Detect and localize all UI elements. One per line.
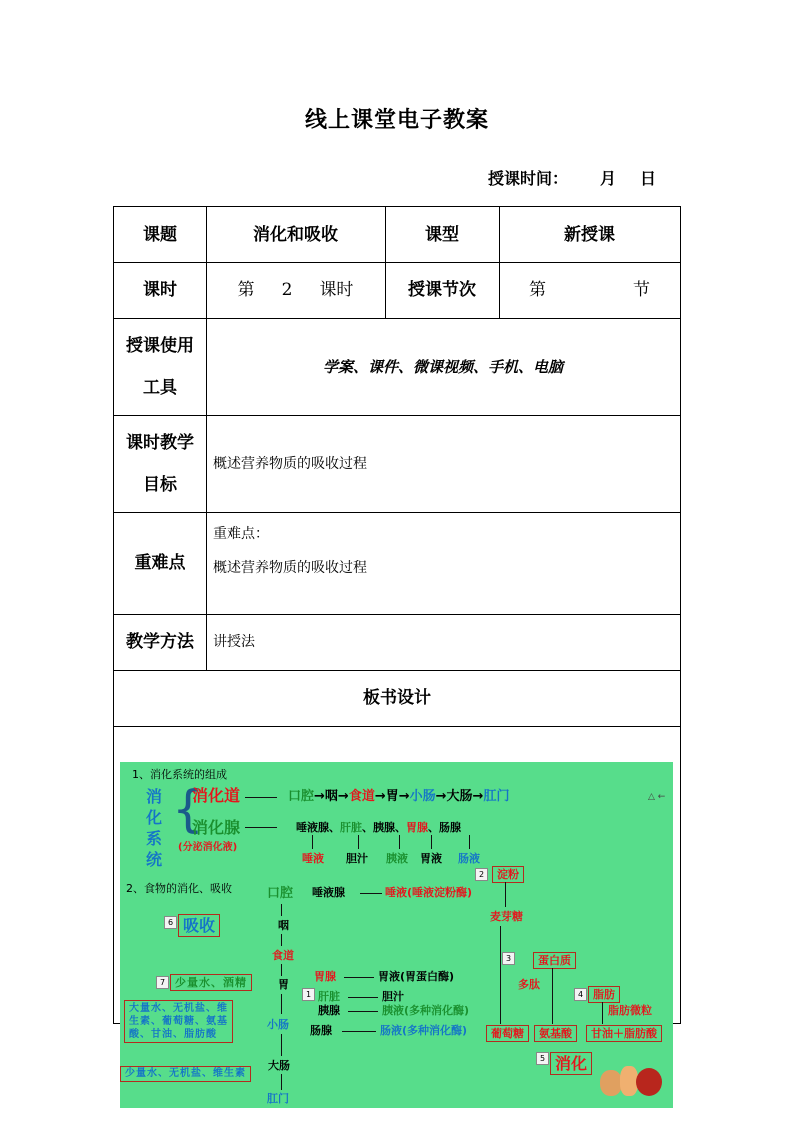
absorb-label: 吸收 <box>178 914 220 937</box>
diagram-heading-2: 2、食物的消化、吸收 <box>126 882 232 895</box>
tract-chain: 口腔→咽→食道→胃→小肠→大肠→肛门 <box>288 789 510 804</box>
session-label: 授课节次 <box>408 280 476 300</box>
goal-label: 课时教学 目标 <box>126 432 194 495</box>
board-label: 板书设计 <box>363 688 431 708</box>
juice-intestinal: 肠液 <box>458 852 480 865</box>
key-value: 重难点： 概述营养物质的吸收过程 <box>213 526 367 576</box>
large-intestine-absorb: 少量水、无机盐、维生素 <box>120 1066 251 1082</box>
session-prefix: 第 <box>529 280 546 300</box>
food-image <box>590 1062 670 1102</box>
peptide: 多肽 <box>518 978 540 991</box>
gland-chain: 唾液腺、肝脏、胰腺、胃腺、肠腺 <box>296 821 461 834</box>
salivary-gland: 唾液腺 <box>312 886 345 899</box>
method-value: 讲授法 <box>213 634 255 650</box>
period-suffix: 课时 <box>319 280 354 300</box>
juice-pancreatic: 胰液 <box>386 852 408 865</box>
key-label: 重难点 <box>134 553 186 573</box>
path-small-intestine: 小肠 <box>267 1018 289 1031</box>
path-anus: 肛门 <box>267 1092 289 1105</box>
tools-label: 授课使用 工具 <box>126 335 194 398</box>
saliva-juice: 唾液(唾液淀粉酶) <box>385 886 473 899</box>
path-large-intestine: 大肠 <box>268 1059 290 1072</box>
fat-box: 脂肪 <box>588 986 620 1003</box>
protein-box: 蛋白质 <box>533 952 576 969</box>
goal-value: 概述营养物质的吸收过程 <box>213 455 367 472</box>
session-value <box>499 262 680 318</box>
date-day: 日 <box>640 169 657 188</box>
liver: 肝脏 <box>318 990 340 1003</box>
gastric-juice: 胃液(胃蛋白酶) <box>378 970 455 983</box>
path-mouth: 口腔 <box>267 886 294 901</box>
amino-acid-box: 氨基酸 <box>534 1025 577 1042</box>
intestinal-gland: 肠腺 <box>310 1024 332 1037</box>
path-esophagus: 食道 <box>272 949 294 962</box>
gland-sub: (分泌消化液) <box>178 842 238 853</box>
bile: 胆汁 <box>382 990 404 1003</box>
period-value <box>206 262 385 318</box>
date-label: 授课时间： <box>488 169 569 188</box>
pancreas: 胰腺 <box>318 1004 340 1017</box>
diagram-heading-1: 1、消化系统的组成 <box>132 768 227 781</box>
board-design-diagram: 1、消化系统的组成 消 化 系 统 { 消化道 口腔→咽→食道→胃→小肠→大肠→肛门 △ ← 消化腺 唾液腺、肝脏、胰腺、胃腺、肠腺 (分泌消化液) 唾液 胆汁 胰液 胃液 肠液 2、食物的消化、吸收 6 吸收 口腔 咽 食道 胃 小肠 大肠 肛门 唾液腺 唾液(唾液淀粉酶) 2 淀粉 麦芽糖 胃腺 胃液(胃蛋白酶) 3 蛋白质 多肽 1 肝脏 胆汁 胰腺 胰液(多种消化酶) 肠腺 肠液(多种消化酶) 4 脂肪 脂肪微粒 葡萄糖 氨基酸 甘油＋脂肪酸 5 消化 7 少量水、酒精 大量水、无机盐、维 生素、葡萄糖、氨基 酸、甘油、脂肪酸 少量水、无机盐、维生素 <box>120 762 673 1108</box>
brace: { <box>172 780 204 838</box>
small-intestine-absorb: 大量水、无机盐、维 生素、葡萄糖、氨基 酸、甘油、脂肪酸 <box>124 1000 233 1043</box>
gastric-gland: 胃腺 <box>314 970 336 983</box>
pancreatic-juice: 胰液(多种消化酶) <box>382 1004 470 1017</box>
date-line <box>488 166 656 189</box>
tools-value: 学案、课件、微课视频、手机、电脑 <box>322 357 563 376</box>
topic-label: 课题 <box>143 224 177 245</box>
juice-saliva: 唾液 <box>302 852 324 865</box>
period-prefix: 第 <box>237 280 255 300</box>
type-value: 新授课 <box>564 224 615 245</box>
session-suffix: 节 <box>633 280 650 300</box>
gland-label: 消化腺 <box>192 818 241 837</box>
maltose: 麦芽糖 <box>490 910 523 923</box>
method-label: 教学方法 <box>126 632 194 652</box>
date-month: 月 <box>600 169 617 188</box>
stomach-absorb: 少量水、酒精 <box>170 974 252 991</box>
topic-value: 消化和吸收 <box>253 224 338 245</box>
juice-bile: 胆汁 <box>346 852 368 865</box>
glucose-box: 葡萄糖 <box>486 1025 529 1042</box>
juice-gastric: 胃液 <box>420 852 442 865</box>
intestinal-juice: 肠液(多种消化酶) <box>380 1024 468 1037</box>
period-label: 课时 <box>143 280 177 300</box>
starch-box: 淀粉 <box>492 866 524 883</box>
path-stomach: 胃 <box>278 978 289 991</box>
fat-droplets: 脂肪微粒 <box>608 1004 652 1017</box>
path-pharynx: 咽 <box>278 919 289 932</box>
glycerol-box: 甘油＋脂肪酸 <box>586 1025 662 1042</box>
type-label: 课型 <box>425 224 459 245</box>
corner-mark: △ ← <box>648 792 666 802</box>
tract-label: 消化道 <box>192 786 241 805</box>
page-title: 线上课堂电子教案 <box>304 107 489 133</box>
period-number: 2 <box>281 280 293 300</box>
system-label: 消 化 系 统 <box>146 787 163 869</box>
digest-label: 消化 <box>550 1052 592 1075</box>
